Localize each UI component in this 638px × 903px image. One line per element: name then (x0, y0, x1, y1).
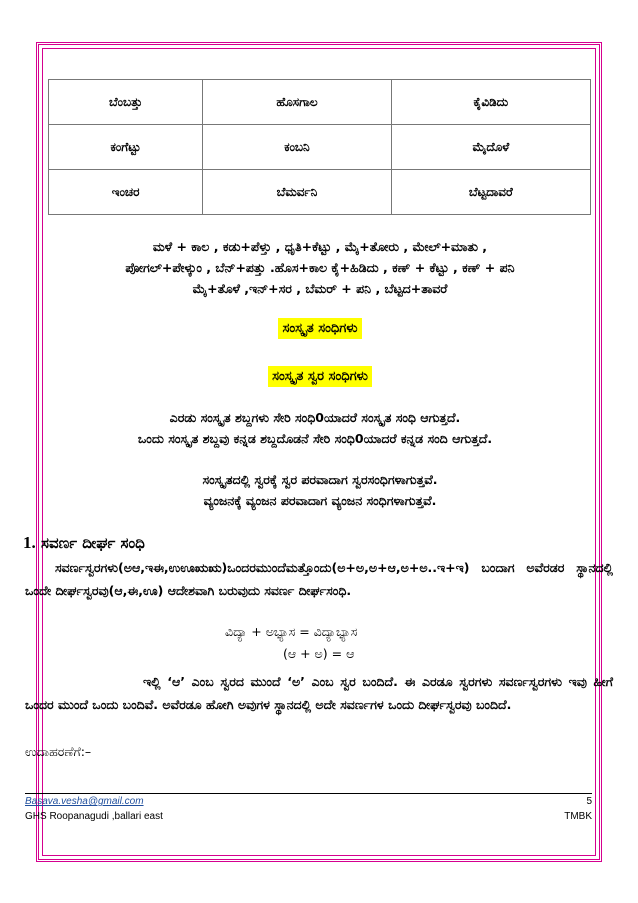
examples-label: ಉದಾಹರಣೆಗೆ:– (25, 744, 92, 759)
example-formula: ವಿದ್ಯಾ + ಅಭ್ಯಾಸ = ವಿದ್ಯಾಭ್ಯಾಸ (225, 624, 358, 639)
split-line: ಮೈ+ತೊಳೆ ,ಇನ್+ಸರ , ಬೆಮರ್ + ಪನಿ , ಬೆಟ್ಟದ+ತಾವರೆ (192, 281, 448, 296)
school-name: GHS Roopanagudi ,ballari east (25, 811, 163, 822)
page-number: 5 (586, 796, 592, 807)
table-cell: ಕೈವಿಡಿದು (391, 80, 590, 125)
footer-row-2 (25, 811, 592, 822)
heading-1-wrap (50, 318, 590, 339)
table-cell: ಕಂಬನಿ (203, 125, 391, 170)
table-cell: ಕಂಗೆಟ್ಟು (49, 125, 203, 170)
table-cell: ಹೊಸಗಾಲ (203, 80, 391, 125)
word-table (48, 79, 591, 215)
footer-divider (25, 793, 592, 794)
table-cell: ಇಂಚರ (49, 170, 203, 215)
heading-sanskrit-vowel-sandhi: ಸಂಸ್ಕೃತ ಸ್ವರ ಸಂಧಿಗಳು (268, 366, 372, 387)
example-vowels: (ಆ + ಅ) = ಆ (283, 646, 355, 661)
rule-line: ಸಂಸ್ಕೃತದಲ್ಲಿ ಸ್ವರಕ್ಕೆ ಸ್ವರ ಪರವಾದಾಗ ಸ್ವರಸಂಧಿಗಳಾಗುತ್ತವೆ. (202, 472, 438, 487)
table-row (49, 170, 591, 215)
split-line: ಪೋಗಲ್+ಪೇಳ್ಕುಂ , ಬೆನ್+ಪತ್ತು .ಹೊಸ+ಕಾಲ ಕೈ+ಹಿಡಿದು , ಕಣ್ + ಕೆಟ್ಟು , ಕಣ್ + ಪನಿ (125, 260, 515, 275)
split-line: ಮಳೆ + ಕಾಲ , ಕಡು+ಪೆಳ್ತು , ಧೃತಿ+ಕೆಟ್ಟು , ಮೈ+ತೋರು , ಮೇಲ್+ಮಾತು , (152, 239, 488, 254)
table-cell: ಬೆಂಬತ್ತು (49, 80, 203, 125)
sandhi-split-list (50, 236, 590, 299)
definition-paragraph: ಸವರ್ಣಸ್ವರಗಳು(ಅಆ,ಇಈ,ಉಊಋಋ)ಒಂದರಮುಂದೆಮತ್ತೊಂದು(ಅ+ಅ,ಅ+ಆ,ಅ+ಅ..ಇ+ಇ) ಬಂದಾಗ ಅವೆರಡರ ಸ್ಥಾನದಲ್ಲಿ ಒಂದೇ ದೀರ್ಘಸ್ವರವು(ಆ,ಈ,ಊ) ಆದೇಶವಾಗಿ ಬರುವುದು ಸವರ್ಣ ದೀರ್ಘಸಂಧಿ. (25, 560, 613, 598)
section-number: 1. (23, 533, 36, 552)
table-cell: ಮೈದೊಳೆ (391, 125, 590, 170)
table-cell: ಬೆಮರ್ವನಿ (203, 170, 391, 215)
explanation-paragraph: ಇಲ್ಲಿ ‘ಆ’ ಎಂಬ ಸ್ವರದ ಮುಂದೆ ‘ಅ’ ಎಂಬ ಸ್ವರ ಬಂದಿದೆ. ಈ ಎರಡೂ ಸ್ವರಗಳು ಸವರ್ಣಸ್ವರಗಳು ಇವು ಹೀಗೆ ಒಂದರ ಮುಂದೆ ಒಂದು ಬಂದಿವೆ. ಅವೆರಡೂ ಹೋಗಿ ಅವುಗಳ ಸ್ಥಾನದಲ್ಲಿ ಅದೇ ಸವರ್ಣಗಳ ಒಂದು ದೀರ್ಘಸ್ವರವು ಬಂದಿದೆ. (25, 674, 613, 712)
heading-2-wrap (50, 366, 590, 387)
footer-code: TMBK (564, 811, 592, 822)
definition-line: ಒಂದು ಸಂಸ್ಕೃತ ಶಬ್ದವು ಕನ್ನಡ ಶಬ್ದದೊಡನೆ ಸೇರಿ ಸಂಧಿ0ಯಾದರೆ ಕನ್ನಡ ಸಂದಿ ಆಗುತ್ತದೆ. (137, 431, 493, 446)
section-heading (23, 533, 145, 553)
section-title: ಸವರ್ಣ ದೀರ್ಘ ಸಂಧಿ (40, 534, 145, 552)
rule-block (50, 469, 590, 511)
heading-sanskrit-sandhi: ಸಂಸ್ಕೃತ ಸಂಧಿಗಳು (278, 318, 361, 339)
definition-line: ಎರಡು ಸಂಸ್ಕೃತ ಶಬ್ದಗಳು ಸೇರಿ ಸಂಧಿ0ಯಾದರೆ ಸಂಸ್ಕೃತ ಸಂಧಿ ಆಗುತ್ತದೆ. (169, 410, 461, 425)
table-cell: ಬೆಟ್ಟದಾವರೆ (391, 170, 590, 215)
email-link[interactable]: Basava.vesha@gmail.com (25, 796, 144, 807)
rule-line: ವ್ಯಂಜನಕ್ಕೆ ವ್ಯಂಜನ ಪರವಾದಾಗ ವ್ಯಂಜನ ಸಂಧಿಗಳಾಗುತ್ತವೆ. (203, 493, 437, 508)
table-row (49, 80, 591, 125)
footer-row-1 (25, 796, 592, 807)
table-row (49, 125, 591, 170)
definition-block (25, 407, 605, 449)
